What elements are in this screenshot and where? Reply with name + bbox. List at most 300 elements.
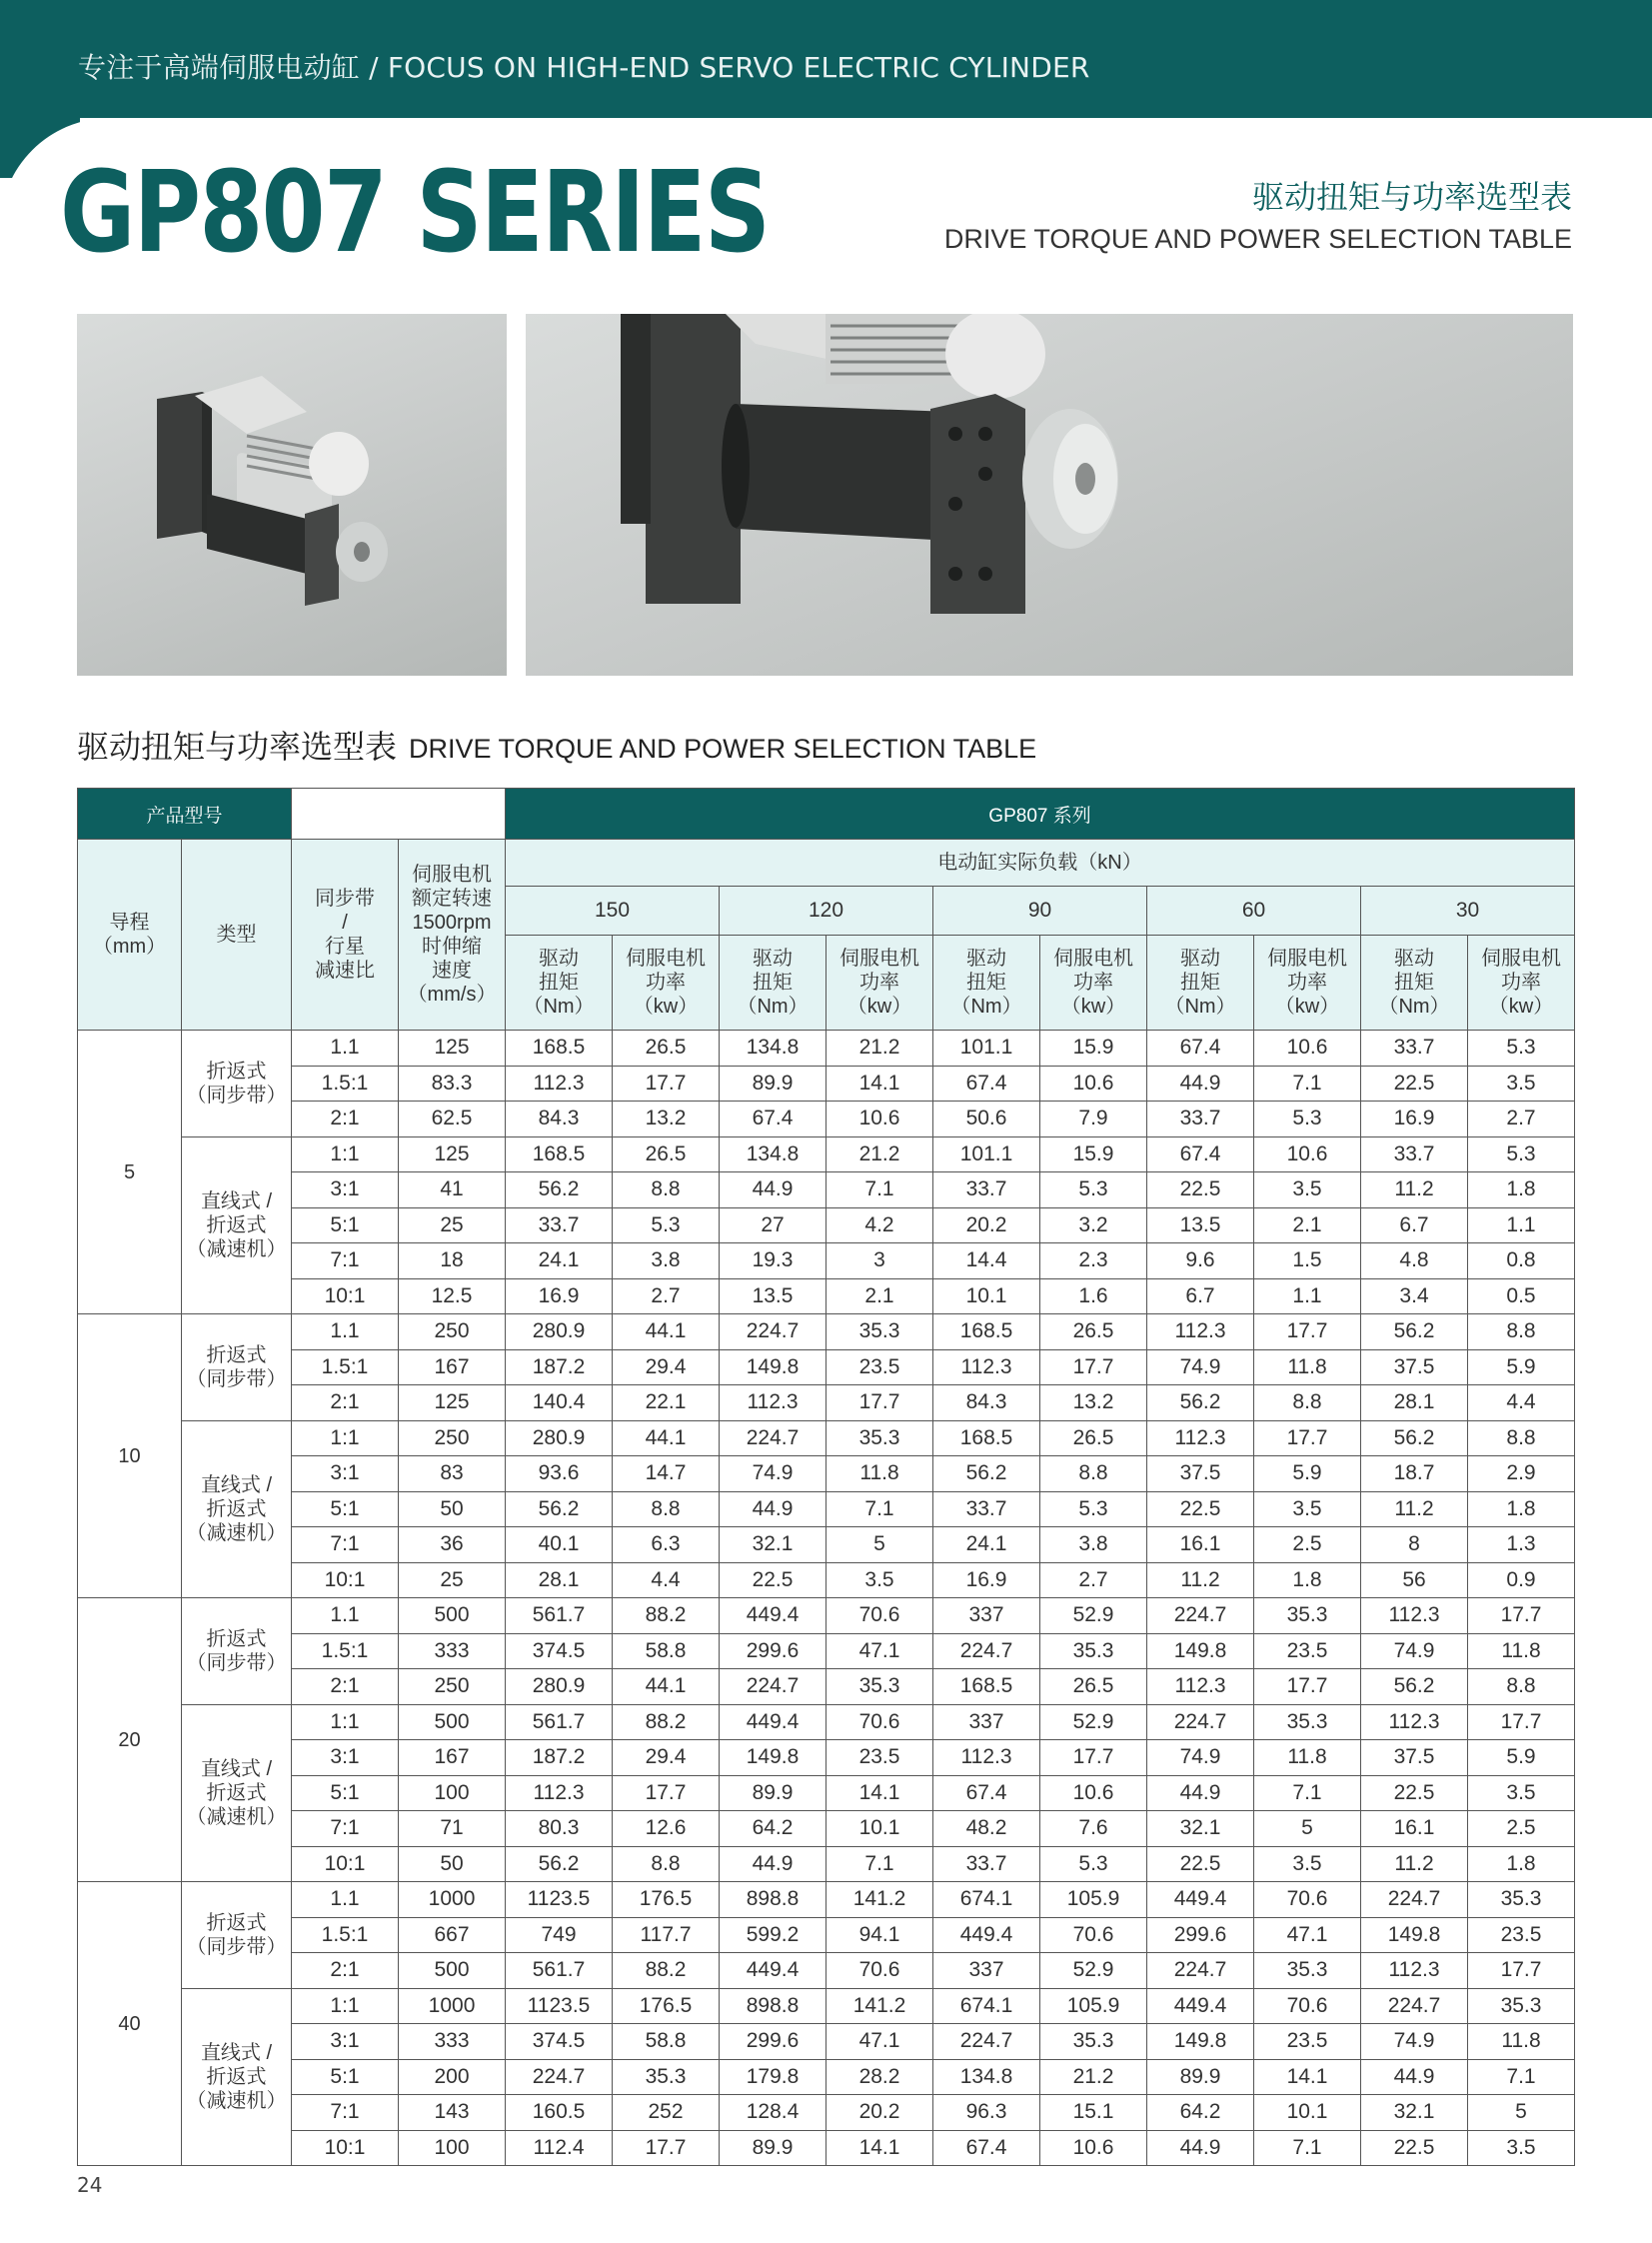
selection-table — [77, 788, 1575, 2166]
value-cell: 224.7 — [506, 2059, 613, 2095]
value-cell: 224.7 — [720, 1314, 826, 1350]
value-cell: 337 — [933, 1704, 1040, 1740]
value-cell: 33.7 — [933, 1491, 1040, 1527]
power-unit-text: 伺服电机 功率 （kw） — [839, 948, 920, 1018]
value-cell: 83 — [399, 1456, 506, 1492]
value-cell: 88.2 — [613, 1598, 720, 1634]
value-cell: 2.3 — [1040, 1243, 1147, 1279]
value-cell: 16.1 — [1147, 1527, 1254, 1563]
value-cell: 5.9 — [1468, 1740, 1575, 1776]
power-unit-header — [826, 936, 933, 1031]
value-cell: 33.7 — [933, 1846, 1040, 1882]
power-unit-header — [1468, 936, 1575, 1031]
value-cell: 27 — [720, 1207, 826, 1243]
value-cell: 149.8 — [1361, 1917, 1468, 1953]
value-cell: 187.2 — [506, 1740, 613, 1776]
value-cell: 40.1 — [506, 1527, 613, 1563]
value-cell: 1.6 — [1040, 1278, 1147, 1314]
ratio-header-text: 同步带 / 行星 减速比 — [315, 888, 376, 982]
value-cell: 21.2 — [1040, 2059, 1147, 2095]
value-cell: 449.4 — [1147, 1882, 1254, 1918]
table-row — [78, 1988, 1575, 2024]
value-cell: 10:1 — [292, 2130, 399, 2166]
value-cell: 17.7 — [1040, 1349, 1147, 1385]
value-cell: 67.4 — [1147, 1136, 1254, 1172]
value-cell: 1.1 — [292, 1314, 399, 1350]
value-cell: 3.8 — [1040, 1527, 1147, 1563]
value-cell: 7.1 — [826, 1172, 933, 1208]
value-cell: 4.4 — [1468, 1385, 1575, 1421]
value-cell: 3.5 — [1468, 1066, 1575, 1102]
value-cell: 22.5 — [720, 1562, 826, 1598]
value-cell: 140.4 — [506, 1385, 613, 1421]
value-cell: 333 — [399, 1633, 506, 1669]
table-row — [78, 1207, 1575, 1243]
table-row — [78, 1527, 1575, 1563]
value-cell: 2.7 — [1468, 1102, 1575, 1137]
type-cell — [182, 1136, 292, 1314]
table-row — [78, 1882, 1575, 1918]
value-cell: 2:1 — [292, 1385, 399, 1421]
value-cell: 83.3 — [399, 1066, 506, 1102]
value-cell: 29.4 — [613, 1740, 720, 1776]
value-cell: 112.4 — [506, 2130, 613, 2166]
value-cell: 179.8 — [720, 2059, 826, 2095]
product-photo-large — [526, 314, 1573, 676]
value-cell: 224.7 — [1147, 1704, 1254, 1740]
value-cell: 32.1 — [1361, 2095, 1468, 2131]
value-cell: 8.8 — [1468, 1314, 1575, 1350]
power-unit-text: 伺服电机 功率 （kw） — [1267, 948, 1348, 1018]
value-cell: 4.8 — [1361, 1243, 1468, 1279]
value-cell: 1000 — [399, 1882, 506, 1918]
value-cell: 2:1 — [292, 1953, 399, 1989]
load-value-header: 30 — [1361, 887, 1575, 936]
value-cell: 599.2 — [720, 1917, 826, 1953]
lead-cell: 5 — [78, 1031, 182, 1314]
value-cell: 17.7 — [1254, 1314, 1361, 1350]
value-cell: 23.5 — [826, 1349, 933, 1385]
value-cell: 74.9 — [1147, 1349, 1254, 1385]
value-cell: 1.1 — [1254, 1278, 1361, 1314]
value-cell: 0.5 — [1468, 1278, 1575, 1314]
value-cell: 7.1 — [826, 1491, 933, 1527]
value-cell: 44.1 — [613, 1669, 720, 1705]
value-cell: 56.2 — [506, 1846, 613, 1882]
load-header: 电动缸实际负载（kN） — [506, 840, 1575, 887]
value-cell: 337 — [933, 1598, 1040, 1634]
table-row — [78, 2130, 1575, 2166]
value-cell: 8.8 — [1468, 1420, 1575, 1456]
series-title: GP807 SERIES — [60, 148, 770, 278]
value-cell: 128.4 — [720, 2095, 826, 2131]
value-cell: 56.2 — [1147, 1385, 1254, 1421]
ratio-header — [292, 840, 399, 1031]
value-cell: 449.4 — [720, 1704, 826, 1740]
value-cell: 5.3 — [1468, 1136, 1575, 1172]
value-cell: 7.1 — [1254, 1775, 1361, 1811]
value-cell: 17.7 — [1040, 1740, 1147, 1776]
value-cell: 4.4 — [613, 1562, 720, 1598]
table-row — [78, 1669, 1575, 1705]
value-cell: 89.9 — [1147, 2059, 1254, 2095]
type-cell-text: 直线式 / 折返式 （减速机） — [186, 1473, 287, 1544]
value-cell: 10.6 — [826, 1102, 933, 1137]
value-cell: 13.2 — [1040, 1385, 1147, 1421]
value-cell: 7.9 — [1040, 1102, 1147, 1137]
value-cell: 112.3 — [1147, 1314, 1254, 1350]
type-cell-text: 折返式 （同步带） — [186, 1627, 287, 1674]
value-cell: 1.8 — [1468, 1172, 1575, 1208]
value-cell: 18 — [399, 1243, 506, 1279]
value-cell: 176.5 — [613, 1988, 720, 2024]
value-cell: 7:1 — [292, 1243, 399, 1279]
value-cell: 11.8 — [1254, 1740, 1361, 1776]
value-cell: 35.3 — [1040, 2024, 1147, 2060]
value-cell: 1.8 — [1254, 1562, 1361, 1598]
value-cell: 35.3 — [1040, 1633, 1147, 1669]
value-cell: 33.7 — [506, 1207, 613, 1243]
value-cell: 47.1 — [826, 2024, 933, 2060]
value-cell: 224.7 — [1147, 1598, 1254, 1634]
value-cell: 67.4 — [1147, 1031, 1254, 1067]
value-cell: 112.3 — [720, 1385, 826, 1421]
value-cell: 8 — [1361, 1527, 1468, 1563]
power-unit-text: 伺服电机 功率 （kw） — [626, 948, 707, 1018]
value-cell: 1.1 — [292, 1031, 399, 1067]
value-cell: 134.8 — [720, 1136, 826, 1172]
value-cell: 149.8 — [1147, 2024, 1254, 2060]
value-cell: 17.7 — [1468, 1953, 1575, 1989]
value-cell: 112.3 — [1147, 1669, 1254, 1705]
table-row — [78, 1385, 1575, 1421]
value-cell: 17.7 — [613, 1066, 720, 1102]
value-cell: 35.3 — [1254, 1953, 1361, 1989]
value-cell: 35.3 — [613, 2059, 720, 2095]
value-cell: 17.7 — [1468, 1598, 1575, 1634]
value-cell: 1.5 — [1254, 1243, 1361, 1279]
value-cell: 250 — [399, 1669, 506, 1705]
value-cell: 8.8 — [613, 1491, 720, 1527]
value-cell: 224.7 — [1147, 1953, 1254, 1989]
value-cell: 41 — [399, 1172, 506, 1208]
speed-header — [399, 840, 506, 1031]
value-cell: 96.3 — [933, 2095, 1040, 2131]
value-cell: 44.9 — [1147, 1775, 1254, 1811]
value-cell: 10.6 — [1254, 1136, 1361, 1172]
value-cell: 58.8 — [613, 2024, 720, 2060]
table-row — [78, 1811, 1575, 1847]
value-cell: 100 — [399, 1775, 506, 1811]
value-cell: 224.7 — [933, 2024, 1040, 2060]
value-cell: 1.1 — [292, 1882, 399, 1918]
table-row — [78, 1562, 1575, 1598]
value-cell: 2:1 — [292, 1669, 399, 1705]
value-cell: 280.9 — [506, 1669, 613, 1705]
value-cell: 250 — [399, 1420, 506, 1456]
value-cell: 125 — [399, 1385, 506, 1421]
value-cell: 16.9 — [1361, 1102, 1468, 1137]
table-row — [78, 1633, 1575, 1669]
value-cell: 1.1 — [292, 1598, 399, 1634]
lead-cell: 10 — [78, 1314, 182, 1598]
value-cell: 112.3 — [933, 1740, 1040, 1776]
value-cell: 149.8 — [720, 1349, 826, 1385]
value-cell: 17.7 — [613, 2130, 720, 2166]
lead-header — [78, 840, 182, 1031]
value-cell: 89.9 — [720, 1066, 826, 1102]
value-cell: 898.8 — [720, 1882, 826, 1918]
table-row — [78, 1031, 1575, 1067]
value-cell: 22.5 — [1147, 1172, 1254, 1208]
value-cell: 5:1 — [292, 2059, 399, 2095]
value-cell: 2.5 — [1468, 1811, 1575, 1847]
table-row — [78, 1420, 1575, 1456]
value-cell: 70.6 — [826, 1953, 933, 1989]
type-cell — [182, 1988, 292, 2166]
value-cell: 143 — [399, 2095, 506, 2131]
value-cell: 125 — [399, 1136, 506, 1172]
value-cell: 224.7 — [933, 1633, 1040, 1669]
value-cell: 449.4 — [720, 1598, 826, 1634]
value-cell: 67.4 — [933, 2130, 1040, 2166]
value-cell: 22.5 — [1361, 2130, 1468, 2166]
value-cell: 35.3 — [826, 1314, 933, 1350]
table-row — [78, 2095, 1575, 2131]
value-cell: 28.2 — [826, 2059, 933, 2095]
value-cell: 50 — [399, 1491, 506, 1527]
torque-unit-header — [506, 936, 613, 1031]
value-cell: 23.5 — [1254, 2024, 1361, 2060]
table-row — [78, 1102, 1575, 1137]
power-unit-header — [1254, 936, 1361, 1031]
value-cell: 7.6 — [1040, 1811, 1147, 1847]
value-cell: 64.2 — [720, 1811, 826, 1847]
value-cell: 5.3 — [1040, 1491, 1147, 1527]
table-row — [78, 1917, 1575, 1953]
value-cell: 26.5 — [1040, 1420, 1147, 1456]
value-cell: 1.5:1 — [292, 1917, 399, 1953]
value-cell: 3 — [826, 1243, 933, 1279]
value-cell: 187.2 — [506, 1349, 613, 1385]
value-cell: 80.3 — [506, 1811, 613, 1847]
value-cell: 168.5 — [933, 1420, 1040, 1456]
table-row — [78, 1136, 1575, 1172]
value-cell: 17.7 — [1468, 1704, 1575, 1740]
power-unit-text: 伺服电机 功率 （kw） — [1053, 948, 1134, 1018]
value-cell: 112.3 — [1361, 1953, 1468, 1989]
type-cell — [182, 1598, 292, 1705]
value-cell: 7.1 — [826, 1846, 933, 1882]
load-value-header: 120 — [720, 887, 933, 936]
value-cell: 47.1 — [826, 1633, 933, 1669]
value-cell: 667 — [399, 1917, 506, 1953]
tagline: 专注于高端伺服电动缸 / FOCUS ON HIGH-END SERVO ELECTRIC CYLINDER — [78, 51, 1090, 84]
cylinder-illustration-large — [526, 314, 1573, 676]
value-cell: 8.8 — [613, 1846, 720, 1882]
value-cell: 299.6 — [1147, 1917, 1254, 1953]
torque-unit-text: 驱动 扭矩 （Nm） — [950, 948, 1022, 1018]
value-cell: 3:1 — [292, 1456, 399, 1492]
table-row — [78, 1349, 1575, 1385]
value-cell: 25 — [399, 1207, 506, 1243]
value-cell: 25 — [399, 1562, 506, 1598]
value-cell: 17.7 — [613, 1775, 720, 1811]
value-cell: 44.9 — [720, 1491, 826, 1527]
value-cell: 3:1 — [292, 1172, 399, 1208]
value-cell: 134.8 — [720, 1031, 826, 1067]
table-row — [78, 1314, 1575, 1350]
value-cell: 22.5 — [1361, 1066, 1468, 1102]
value-cell: 11.8 — [1254, 1349, 1361, 1385]
value-cell: 12.6 — [613, 1811, 720, 1847]
value-cell: 12.5 — [399, 1278, 506, 1314]
value-cell: 125 — [399, 1031, 506, 1067]
value-cell: 141.2 — [826, 1882, 933, 1918]
value-cell: 10.6 — [1040, 1775, 1147, 1811]
value-cell: 160.5 — [506, 2095, 613, 2131]
value-cell: 70.6 — [826, 1598, 933, 1634]
value-cell: 1:1 — [292, 1704, 399, 1740]
value-cell: 1000 — [399, 1988, 506, 2024]
value-cell: 23.5 — [1254, 1633, 1361, 1669]
value-cell: 52.9 — [1040, 1704, 1147, 1740]
type-cell — [182, 1704, 292, 1882]
product-photo-small — [77, 314, 507, 676]
top-banner — [0, 0, 1652, 118]
value-cell: 37.5 — [1361, 1740, 1468, 1776]
value-cell: 35.3 — [826, 1669, 933, 1705]
value-cell: 35.3 — [1468, 1988, 1575, 2024]
value-cell: 299.6 — [720, 1633, 826, 1669]
value-cell: 374.5 — [506, 1633, 613, 1669]
value-cell: 674.1 — [933, 1988, 1040, 2024]
value-cell: 10:1 — [292, 1562, 399, 1598]
value-cell: 24.1 — [933, 1527, 1040, 1563]
value-cell: 299.6 — [720, 2024, 826, 2060]
value-cell: 0.9 — [1468, 1562, 1575, 1598]
torque-unit-text: 驱动 扭矩 （Nm） — [1164, 948, 1236, 1018]
torque-unit-text: 驱动 扭矩 （Nm） — [737, 948, 809, 1018]
value-cell: 3.5 — [1254, 1846, 1361, 1882]
value-cell: 134.8 — [933, 2059, 1040, 2095]
value-cell: 449.4 — [1147, 1988, 1254, 2024]
value-cell: 3.5 — [1468, 1775, 1575, 1811]
value-cell: 52.9 — [1040, 1953, 1147, 1989]
value-cell: 7.1 — [1254, 1066, 1361, 1102]
value-cell: 3.8 — [613, 1243, 720, 1279]
value-cell: 374.5 — [506, 2024, 613, 2060]
section-title-cn: 驱动扭矩与功率选型表 — [77, 728, 398, 766]
value-cell: 5 — [1254, 1811, 1361, 1847]
value-cell: 224.7 — [1361, 1988, 1468, 2024]
value-cell: 84.3 — [933, 1385, 1040, 1421]
value-cell: 1.5:1 — [292, 1349, 399, 1385]
value-cell: 3:1 — [292, 1740, 399, 1776]
value-cell: 250 — [399, 1314, 506, 1350]
type-cell-text: 折返式 （同步带） — [186, 1911, 287, 1958]
value-cell: 3.5 — [1254, 1491, 1361, 1527]
table-row — [78, 1775, 1575, 1811]
value-cell: 11.8 — [826, 1456, 933, 1492]
value-cell: 176.5 — [613, 1882, 720, 1918]
value-cell: 0.8 — [1468, 1243, 1575, 1279]
type-cell-text: 直线式 / 折返式 （减速机） — [186, 1757, 287, 1828]
value-cell: 70.6 — [1040, 1917, 1147, 1953]
value-cell: 898.8 — [720, 1988, 826, 2024]
value-cell: 8.8 — [1468, 1669, 1575, 1705]
value-cell: 8.8 — [613, 1172, 720, 1208]
value-cell: 13.5 — [1147, 1207, 1254, 1243]
value-cell: 22.1 — [613, 1385, 720, 1421]
value-cell: 21.2 — [826, 1031, 933, 1067]
value-cell: 112.3 — [506, 1066, 613, 1102]
type-cell-text: 折返式 （同步带） — [186, 1060, 287, 1107]
value-cell: 88.2 — [613, 1704, 720, 1740]
value-cell: 112.3 — [1147, 1420, 1254, 1456]
value-cell: 5:1 — [292, 1775, 399, 1811]
value-cell: 6.7 — [1361, 1207, 1468, 1243]
table-row — [78, 1243, 1575, 1279]
value-cell: 35.3 — [826, 1420, 933, 1456]
value-cell: 70.6 — [1254, 1882, 1361, 1918]
value-cell: 50.6 — [933, 1102, 1040, 1137]
value-cell: 44.9 — [1147, 1066, 1254, 1102]
value-cell: 2.7 — [1040, 1562, 1147, 1598]
value-cell: 94.1 — [826, 1917, 933, 1953]
value-cell: 10.6 — [1040, 2130, 1147, 2166]
value-cell: 7:1 — [292, 1811, 399, 1847]
value-cell: 35.3 — [1254, 1598, 1361, 1634]
value-cell: 5.3 — [1040, 1846, 1147, 1882]
value-cell: 749 — [506, 1917, 613, 1953]
value-cell: 3.5 — [1468, 2130, 1575, 2166]
value-cell: 28.1 — [506, 1562, 613, 1598]
value-cell: 101.1 — [933, 1136, 1040, 1172]
value-cell: 93.6 — [506, 1456, 613, 1492]
value-cell: 56.2 — [1361, 1314, 1468, 1350]
value-cell: 74.9 — [720, 1456, 826, 1492]
value-cell: 14.7 — [613, 1456, 720, 1492]
table-row — [78, 2024, 1575, 2060]
value-cell: 67.4 — [933, 1066, 1040, 1102]
value-cell: 10.1 — [826, 1811, 933, 1847]
cylinder-illustration-small — [77, 314, 507, 676]
value-cell: 6.3 — [613, 1527, 720, 1563]
table-row — [78, 1846, 1575, 1882]
value-cell: 2.9 — [1468, 1456, 1575, 1492]
value-cell: 224.7 — [720, 1420, 826, 1456]
value-cell: 3.5 — [1254, 1172, 1361, 1208]
value-cell: 32.1 — [1147, 1811, 1254, 1847]
value-cell: 9.6 — [1147, 1243, 1254, 1279]
value-cell: 2.1 — [826, 1278, 933, 1314]
value-cell: 7.1 — [1254, 2130, 1361, 2166]
value-cell: 10.1 — [1254, 2095, 1361, 2131]
torque-unit-header — [1361, 936, 1468, 1031]
value-cell: 21.2 — [826, 1136, 933, 1172]
value-cell: 35.3 — [1468, 1882, 1575, 1918]
value-cell: 1.1 — [1468, 1207, 1575, 1243]
model-label-cell: 产品型号 — [78, 789, 292, 840]
table-row — [78, 1172, 1575, 1208]
value-cell: 5.3 — [1468, 1031, 1575, 1067]
value-cell: 168.5 — [933, 1669, 1040, 1705]
value-cell: 449.4 — [933, 1917, 1040, 1953]
type-cell — [182, 1420, 292, 1598]
value-cell: 2.1 — [1254, 1207, 1361, 1243]
lead-header-text: 导程 （mm） — [92, 912, 167, 958]
